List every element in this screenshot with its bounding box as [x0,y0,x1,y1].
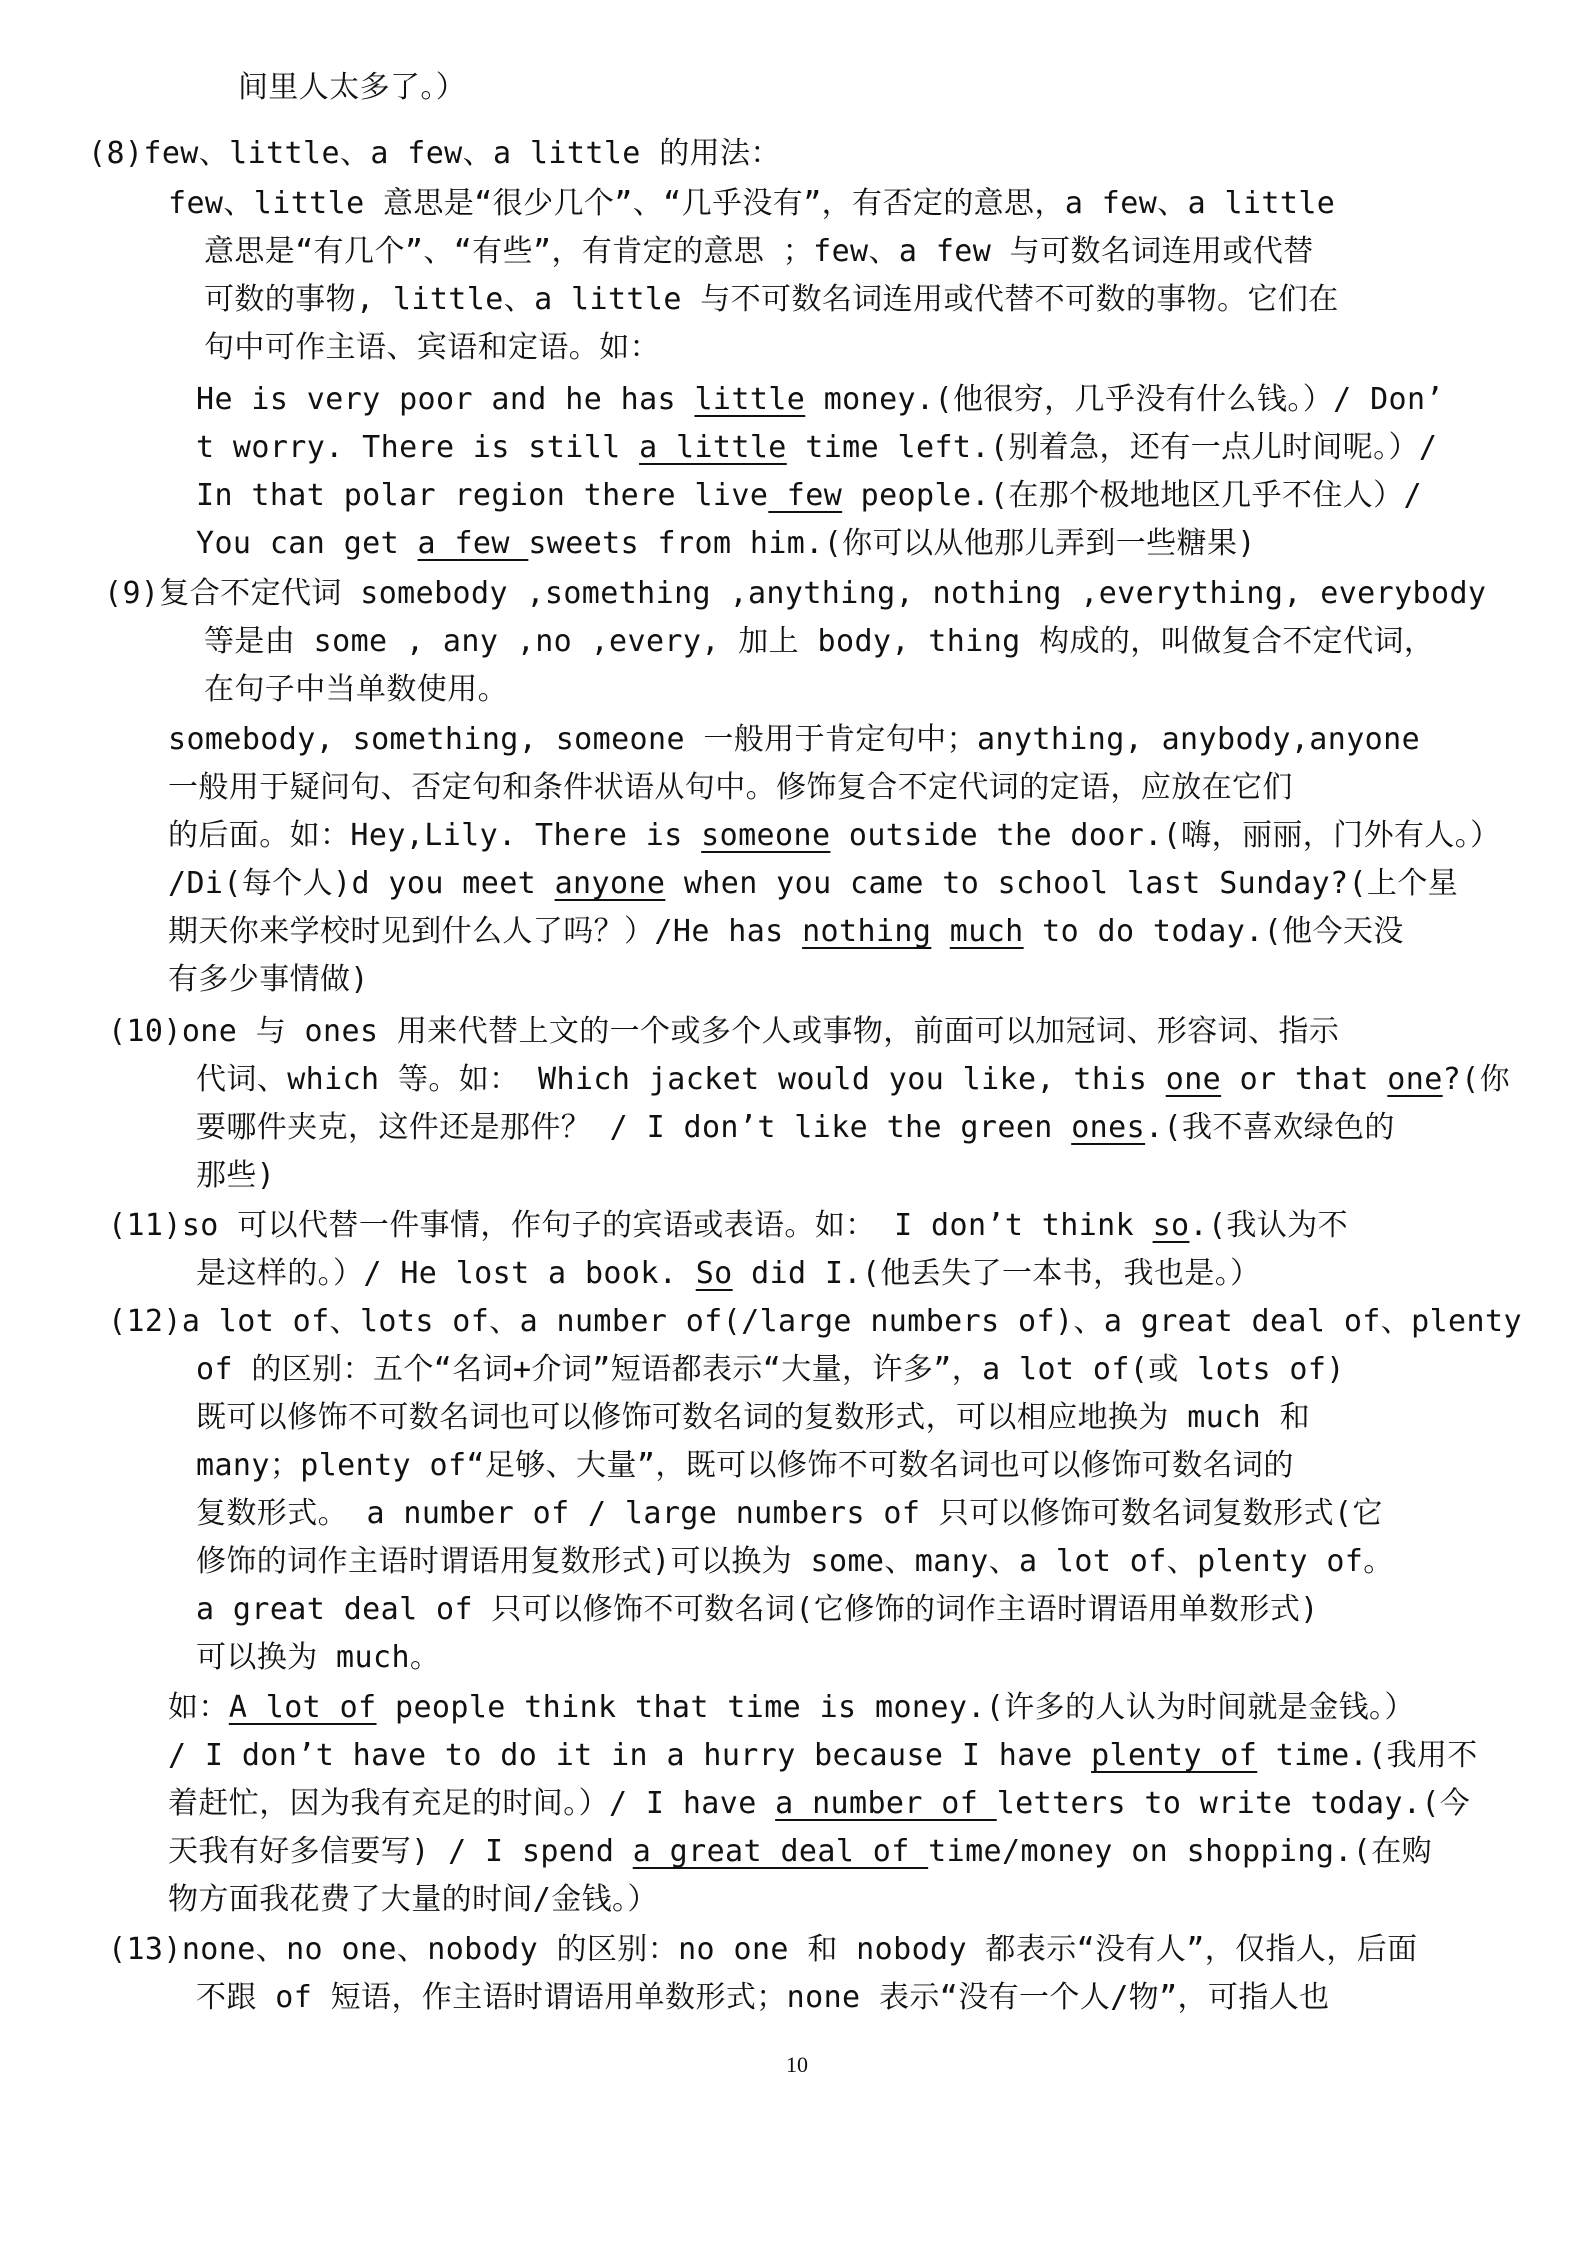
text-line [196,1152,275,1200]
text-line [204,666,508,714]
text-line [196,1442,1294,1490]
text-run: did I.(他丢失了一本书，我也是。） [732,1256,1261,1291]
text-run: time/money on shopping.(在购 [928,1834,1433,1869]
text-line [168,956,369,1004]
text-line [108,1298,1522,1346]
text-line [88,130,781,178]
text-line [196,520,1256,568]
text-run: 不跟 of 短语，作主语时谓语用单数形式；none 表示“没有一个人/物”，可指人也 [196,1980,1330,2015]
text-run: (9)复合不定代词 somebody ,something ,anything, nothing ,everything, everybody [104,576,1487,611]
text-line [196,1250,1261,1298]
text-run: (13)none、no one、nobody 的区别：no one 和 nobody 都表示“没有人”，仅指人，后面 [108,1932,1418,1967]
text-line [196,1538,1394,1586]
text-run: 在句子中当单数使用。 [204,672,508,707]
text-run: a great deal of 只可以修饰不可数名词(它修饰的词作主语时谓语用单数形式) [196,1592,1319,1627]
text-line [108,1926,1418,1974]
text-run: 间里人太多了。） [238,70,467,105]
text-line [168,860,1458,908]
text-line [204,276,1339,324]
text-line [108,1202,1348,1250]
text-line [196,1490,1383,1538]
underlined-phrase: So [695,1256,733,1291]
text-run: (10)one 与 ones 用来代替上文的一个或多个人或事物，前面可以加冠词、形容词、指示 [108,1014,1340,1049]
text-line [196,1974,1330,2022]
text-line [196,1634,440,1682]
text-run [931,914,949,949]
text-run: (8)few、little、a few、a little 的用法： [88,136,781,171]
text-line [168,764,1293,812]
text-run: time.(我用不 [1257,1738,1478,1773]
text-line [104,570,1486,618]
text-run: 物方面我花费了大量的时间/金钱。） [168,1882,658,1917]
text-run: somebody, something, someone 一般用于肯定句中；anything, anybody,anyone [168,722,1421,757]
text-run: 意思是“有几个”、“有些”，有肯定的意思 ；few、a few 与可数名词连用或代替 [204,234,1314,269]
text-line [204,324,660,372]
underlined-phrase: someone [701,818,831,853]
text-run: money.(他很穷，几乎没有什么钱。）/ Don’ [805,382,1444,417]
text-line [196,1394,1310,1442]
underlined-phrase: little [694,382,806,417]
text-line [204,228,1314,276]
text-run: He is very poor and he has [196,382,695,417]
text-run: 天我有好多信要写) / I spend [168,1834,633,1869]
text-run: In that polar region there live [196,478,769,513]
underlined-phrase: a great deal of [632,1834,929,1869]
text-line [168,180,1335,228]
text-run: 有多少事情做) [168,962,369,997]
text-line [168,1732,1478,1780]
text-line [108,1008,1339,1056]
text-line [196,1346,1345,1394]
text-run: t worry. There is still [196,430,640,465]
text-line [168,1876,658,1924]
underlined-phrase: nothing [802,914,932,949]
underlined-phrase: anyone [554,866,666,901]
text-run: You can get [196,526,418,561]
text-run: 那些) [196,1158,276,1193]
text-run: (11)so 可以代替一件事情，作句子的宾语或表语。如： I don’t think [108,1208,1153,1243]
underlined-phrase: much [949,914,1024,949]
text-run: 句中可作主语、宾语和定语。如： [204,330,660,365]
text-run: people.(在那个极地地区几乎不住人）/ [842,478,1422,513]
text-run: /Di(每个人)d you meet [168,866,555,901]
text-run: 一般用于疑问句、否定句和条件状语从句中。修饰复合不定代词的定语，应放在它们 [168,770,1293,805]
underlined-phrase: few [768,478,843,513]
text-run: time left.(别着急，还有一点儿时间呢。）/ [786,430,1438,465]
text-run: many；plenty of“足够、大量”，既可以修饰不可数名词也可以修饰可数名词的 [196,1448,1294,1483]
underlined-phrase: one [1165,1062,1222,1097]
text-run: ?(你 [1442,1062,1510,1097]
text-line [168,1780,1470,1828]
text-run: 着赶忙，因为我有充足的时间。）/ I have [168,1786,776,1821]
underlined-phrase: a few [417,526,529,561]
underlined-phrase: a little [639,430,787,465]
text-run: when you came to school last Sunday?(上个星 [665,866,1459,901]
underlined-phrase: A lot of [228,1690,377,1725]
text-line [168,716,1420,764]
text-run: to do today.(他今天没 [1023,914,1404,949]
text-run: 如： [168,1690,229,1725]
underlined-phrase: so [1152,1208,1190,1243]
text-run: 要哪件夹克，这件还是那件？ / I don’t like the green [196,1110,1072,1145]
text-line [196,1104,1395,1152]
underlined-phrase: a number of [775,1786,997,1821]
text-line [196,376,1444,424]
text-run: letters to write today.(今 [996,1786,1471,1821]
text-line [238,64,466,112]
underlined-phrase: one [1387,1062,1443,1097]
text-line [168,812,1501,860]
text-run: 既可以修饰不可数名词也可以修饰可数名词的复数形式，可以相应地换为 much 和 [196,1400,1310,1435]
text-line [168,1828,1432,1876]
text-run: outside the door.(嗨，丽丽，门外有人。） [830,818,1501,853]
page-number: 10 [786,2052,808,2077]
text-run: or that [1221,1062,1388,1097]
text-run: 是这样的。）/ He lost a book. [196,1256,696,1291]
underlined-phrase: plenty of [1091,1738,1258,1773]
text-run: / I don’t have to do it in a hurry because I have [168,1738,1092,1773]
text-line [204,618,1434,666]
text-run: 的后面。如：Hey,Lily. There is [168,818,702,853]
text-run: .(我不喜欢绿色的 [1145,1110,1395,1145]
text-run: 代词、which 等。如： Which jacket would you like, this [196,1062,1166,1097]
text-run: 可数的事物, little、a little 与不可数名词连用或代替不可数的事物。它们在 [204,282,1339,317]
text-line [168,908,1404,956]
text-run: 复数形式。 a number of / large numbers of 只可以修饰可数名词复数形式(它 [196,1496,1383,1531]
text-run: 期天你来学校时见到什么人了吗？）/He has [168,914,803,949]
text-run: of 的区别：五个“名词+介词”短语都表示“大量，许多”，a lot of(或 lots of) [196,1352,1345,1387]
text-run: 修饰的词作主语时谓语用复数形式)可以换为 some、many、a lot of、plenty of。 [196,1544,1394,1579]
text-run: 等是由 some , any ,no ,every, 加上 body, thing 构成的，叫做复合不定代词， [204,624,1435,659]
text-run: (12)a lot of、lots of、a number of(/large numbers of)、a great deal of、plenty [108,1304,1522,1339]
text-line [196,1056,1510,1104]
text-run: few、little 意思是“很少几个”、“几乎没有”，有否定的意思，a few、a little [168,186,1336,221]
text-line [196,472,1422,520]
text-line [168,1684,1415,1732]
text-run: .(我认为不 [1189,1208,1349,1243]
text-run: sweets from him.(你可以从他那儿弄到一些糖果) [528,526,1256,561]
underlined-phrase: ones [1071,1110,1146,1145]
text-run: 可以换为 much。 [196,1640,441,1675]
text-line [196,424,1437,472]
text-line [196,1586,1319,1634]
text-run: people think that time is money.(许多的人认为时间就是金钱。） [376,1690,1415,1725]
